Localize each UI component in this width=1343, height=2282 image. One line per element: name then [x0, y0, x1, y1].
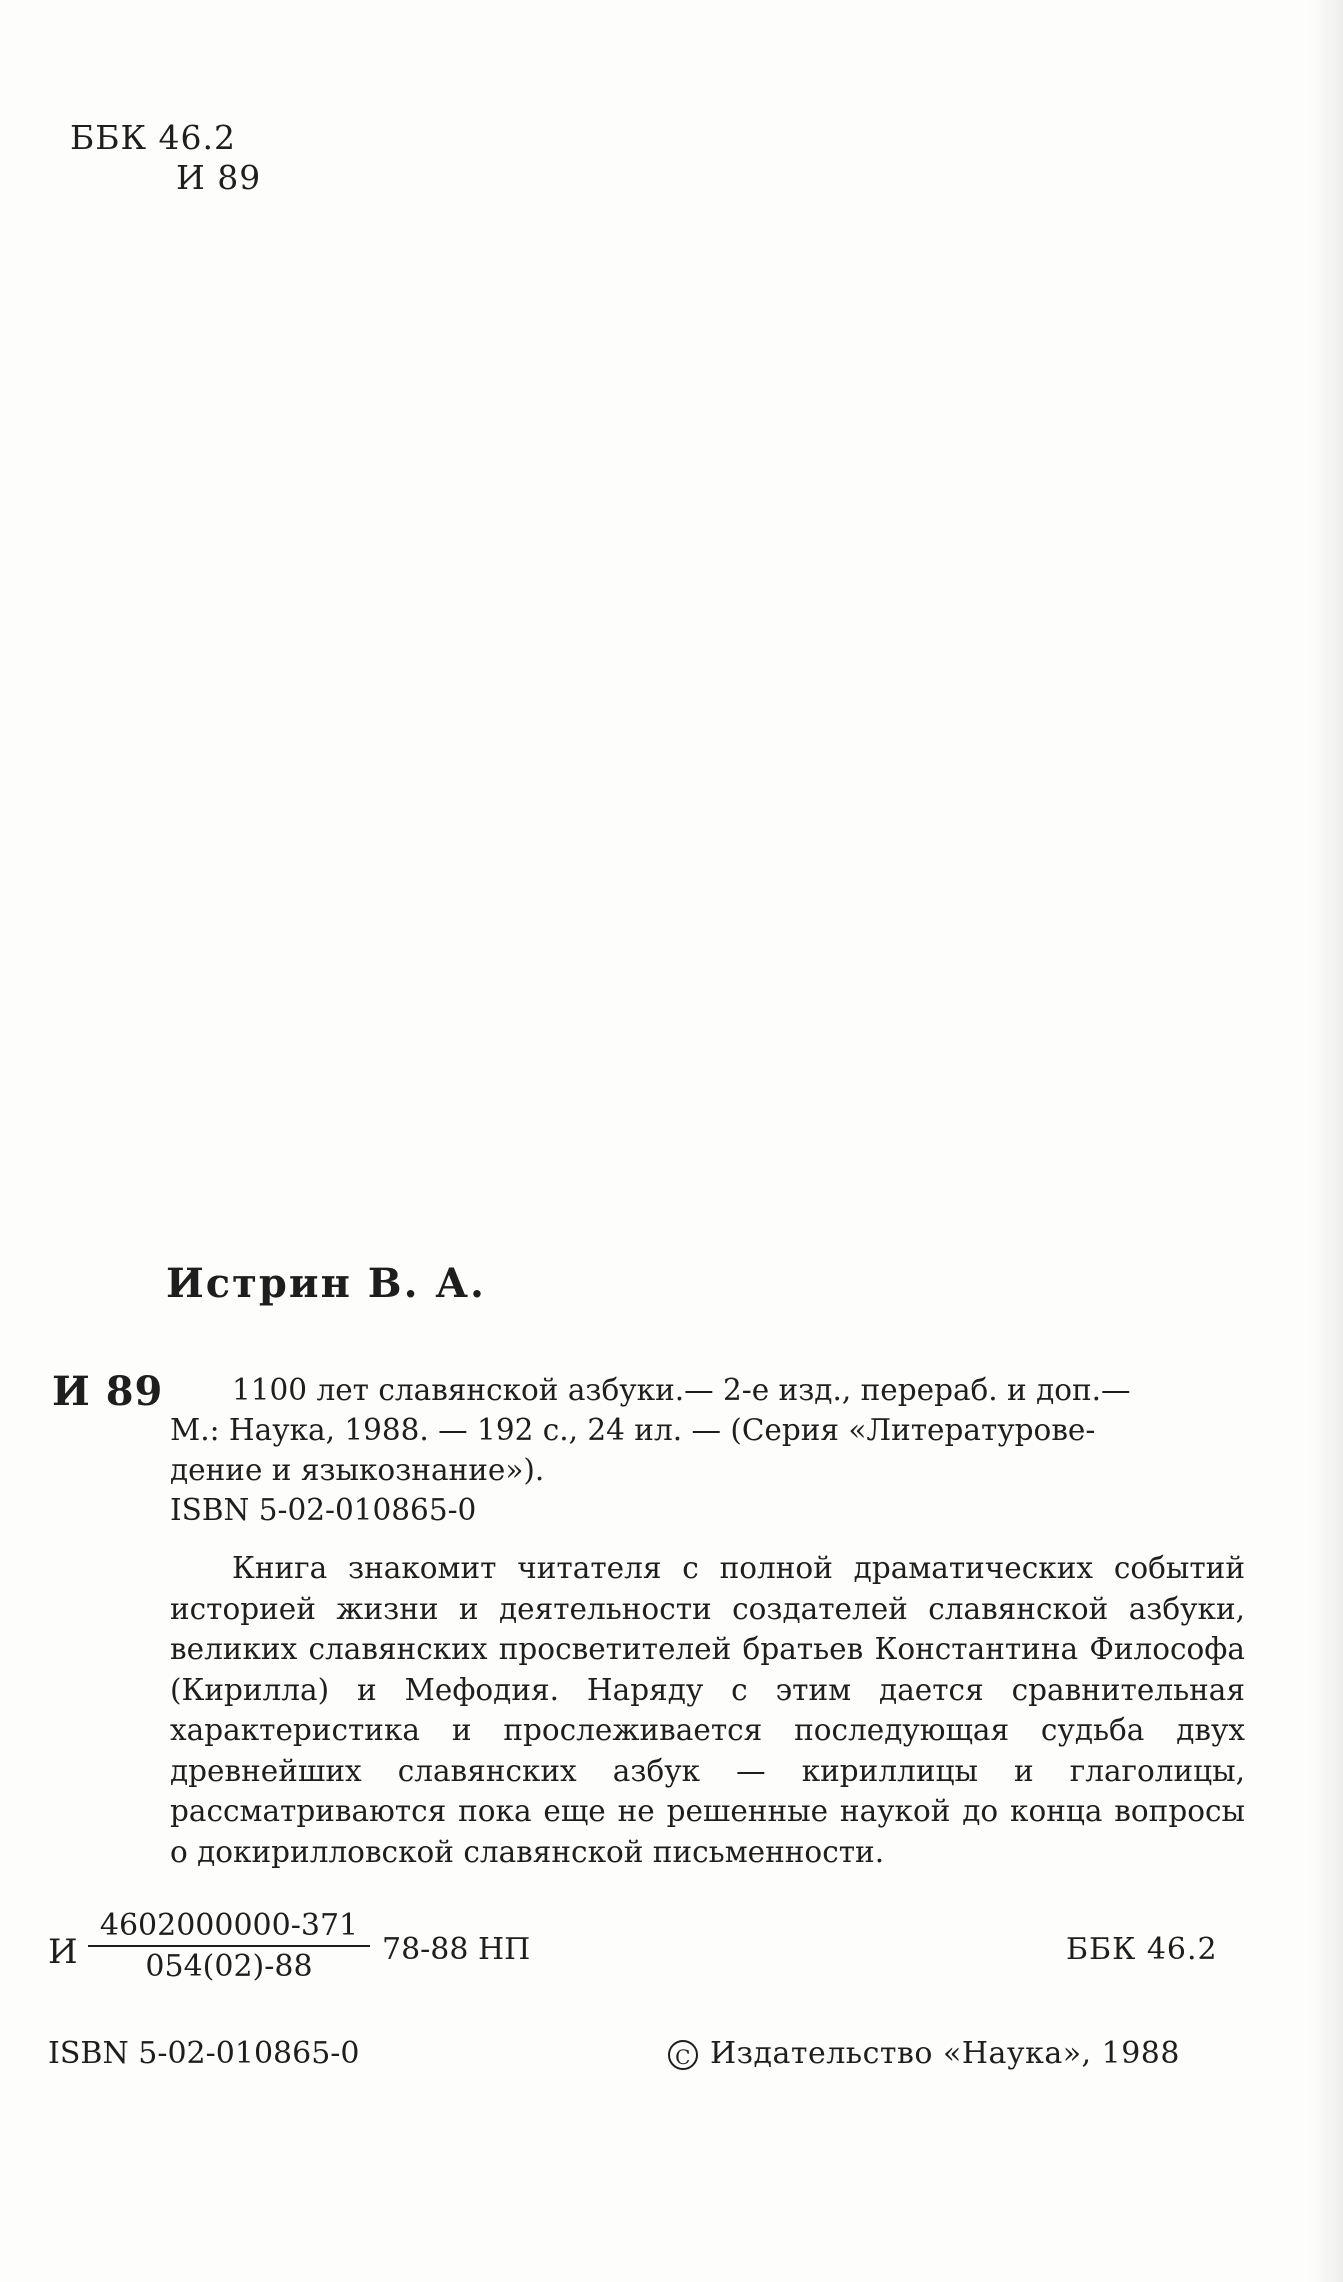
copyright-text: Издательство «Наука», 1988 [710, 2036, 1180, 2071]
isbn-bottom: ISBN 5-02-010865-0 [48, 2036, 360, 2071]
bbk-code: ББК 46.2 [70, 118, 237, 157]
biblio-line-2: М.: Наука, 1988. — 192 с., 24 ил. — (Серия «Литературове- [170, 1413, 1096, 1447]
publisher-code-suffix: 78-88 НП [382, 1932, 531, 1967]
publisher-code-letter: И [48, 1932, 78, 1972]
author-mark-code: И 89 [176, 158, 262, 197]
biblio-isbn: ISBN 5-02-010865-0 [170, 1493, 477, 1527]
publisher-code-numerator: 4602000000-371 [88, 1908, 370, 1947]
classification-top [70, 118, 261, 198]
author-name: Истрин В. А. [166, 1260, 486, 1307]
page-edge-shadow [1309, 0, 1343, 2282]
copyright-icon: C [668, 2040, 698, 2070]
bibliographic-record [170, 1370, 1245, 1530]
publisher-code-fraction [88, 1908, 370, 1984]
biblio-line-1: 1100 лет славянской азбуки.— 2-е изд., перераб. и доп.— [232, 1373, 1131, 1407]
classification-bottom: ББК 46.2 [1066, 1932, 1218, 1967]
index-mark: И 89 [52, 1368, 164, 1415]
annotation-paragraph: Книга знакомит читателя с полной драматических событий историей жизни и деятельности создателей славянской азбуки, великих славянских просветителей братьев Константина Философа (Кирилла) и Мефодия. Наряду с этим дается сравнительная характеристика и прослеживается последующая судьба двух древнейших славянских азбук — кириллицы и глаголицы, рассматриваются пока еще не решенные наукой до конца вопросы о докирилловской славянской письменности. [170, 1551, 1245, 1869]
biblio-line-3: дение и языкознание»). [170, 1453, 545, 1487]
publisher-code-denominator: 054(02)-88 [145, 1949, 313, 1984]
copyright-line [668, 2036, 1180, 2071]
